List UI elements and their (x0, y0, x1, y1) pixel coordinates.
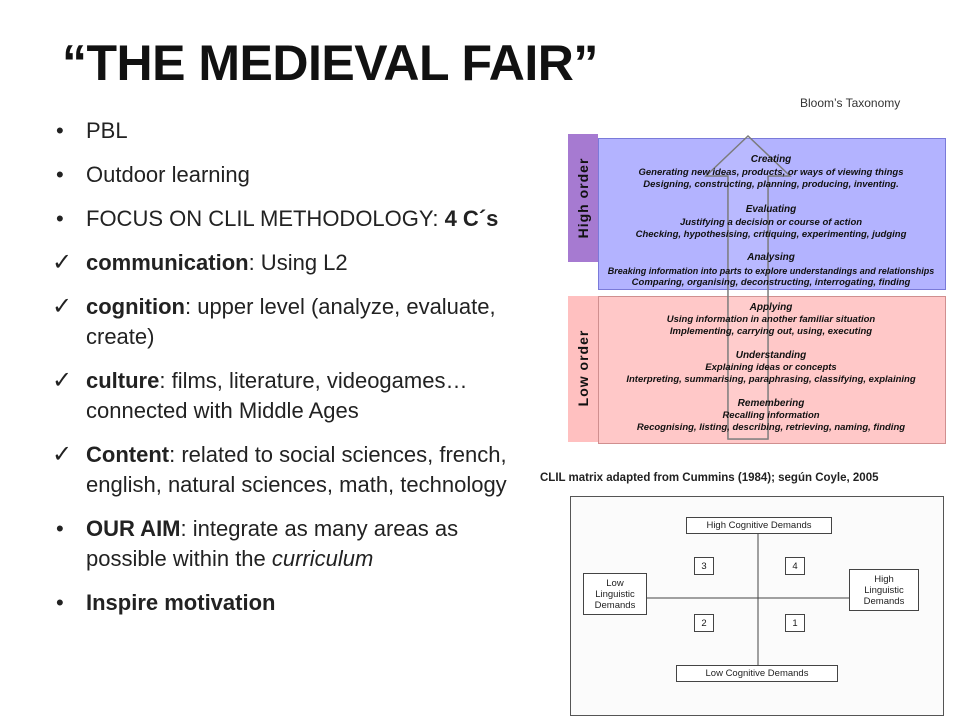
bloom-evaluating-desc: Justifying a decision or course of action (679, 217, 863, 228)
bloom-caption: Bloom’s Taxonomy (800, 96, 901, 110)
bullet-text: : related to social sciences, french, english, natural sciences, math, technology (86, 442, 507, 497)
bullet-italic-text: curriculum (271, 546, 374, 571)
bullet-outdoor (52, 160, 542, 190)
bullet-bold-text: 4 C´s (444, 206, 499, 231)
high-cognitive-demands-box: High Cognitive Demands (686, 517, 832, 534)
bullet-pbl (52, 116, 542, 146)
bullet-culture (52, 366, 542, 426)
bullet-cognition (52, 292, 542, 352)
bullet-communication (52, 248, 542, 278)
bullet-text: : Using L2 (248, 250, 348, 275)
bloom-taxonomy-diagram (568, 134, 944, 444)
checkmark-icon: ✓ (52, 367, 73, 394)
checkmark-icon: ✓ (52, 293, 73, 320)
bullet-dot-icon: • (56, 118, 64, 143)
bloom-evaluating: Evaluating (745, 204, 797, 215)
quadrant-3-label: 3 (694, 557, 714, 575)
bullet-bold-text: cognition (86, 294, 185, 319)
low-order-label: Low order (575, 329, 591, 407)
bullet-bold-text: Content (86, 442, 170, 467)
low-order-tag (568, 296, 598, 442)
bullet-bold-text: culture (86, 368, 160, 393)
bloom-analysing: Analysing (747, 252, 795, 263)
bloom-applying-verbs: Implementing, carrying out, using, executing (669, 326, 873, 337)
bloom-analysing-verbs: Comparing, organising, deconstructing, interrogating, finding (631, 277, 911, 288)
bullet-text: Outdoor learning (86, 162, 250, 187)
bullet-text: PBL (86, 118, 128, 143)
bullet-dot-icon: • (56, 162, 64, 187)
bloom-applying-desc: Using information in another familiar situation (666, 314, 876, 325)
bullet-bold-text: OUR AIM (86, 516, 181, 541)
bloom-remembering-desc: Recalling information (722, 410, 820, 421)
checkmark-icon: ✓ (52, 441, 73, 468)
checkmark-icon: ✓ (52, 249, 73, 276)
quadrant-1-label: 1 (785, 614, 805, 632)
bloom-creating-verbs: Designing, constructing, planning, producing, inventing. (643, 179, 899, 190)
bloom-understanding-desc: Explaining ideas or concepts (705, 362, 837, 373)
clil-matrix-diagram (570, 496, 944, 716)
clil-caption: CLIL matrix adapted from Cummins (1984); según Coyle, 2005 (540, 472, 879, 484)
bullet-dot-icon: • (56, 590, 64, 615)
bullet-inspire (52, 588, 542, 618)
bullet-focus (52, 204, 542, 234)
bullet-dot-icon: • (56, 516, 64, 541)
bloom-applying: Applying (749, 302, 793, 313)
bloom-evaluating-verbs: Checking, hypothesising, critiquing, experimenting, judging (635, 229, 907, 240)
high-linguistic-demands-box: High Linguistic Demands (849, 569, 919, 611)
high-order-tag (568, 134, 598, 262)
bullet-content (52, 440, 542, 500)
bloom-remembering: Remembering (737, 398, 805, 409)
bloom-creating: Creating (750, 154, 792, 165)
quadrant-2-label: 2 (694, 614, 714, 632)
low-linguistic-demands-box: Low Linguistic Demands (583, 573, 647, 615)
bullet-text: FOCUS ON CLIL METHODOLOGY: (86, 206, 445, 231)
quadrant-4-label: 4 (785, 557, 805, 575)
bloom-understanding-verbs: Interpreting, summarising, paraphrasing, classifying, explaining (626, 374, 916, 385)
bullet-bold-text: Inspire motivation (86, 590, 276, 615)
bullet-text: : integrate as many areas as possible within the (86, 516, 459, 571)
bullet-text: : upper level (analyze, evaluate, create) (86, 294, 496, 349)
slide-title: “THE MEDIEVAL FAIR” (62, 35, 598, 91)
high-order-label: High order (575, 157, 591, 239)
bullet-text: : films, literature, videogames…connected with Middle Ages (86, 368, 468, 423)
bloom-analysing-desc: Breaking information into parts to explore understandings and relationships (607, 266, 935, 276)
bullet-bold-text: communication (86, 250, 249, 275)
bullet-dot-icon: • (56, 206, 64, 231)
bullet-list (52, 116, 542, 632)
bloom-creating-desc: Generating new ideas, products, or ways of viewing things (638, 167, 904, 178)
low-cognitive-demands-box: Low Cognitive Demands (676, 665, 838, 682)
bloom-remembering-verbs: Recognising, listing, describing, retrieving, naming, finding (636, 422, 906, 433)
bullet-aim (52, 514, 542, 574)
bloom-understanding: Understanding (735, 350, 807, 361)
